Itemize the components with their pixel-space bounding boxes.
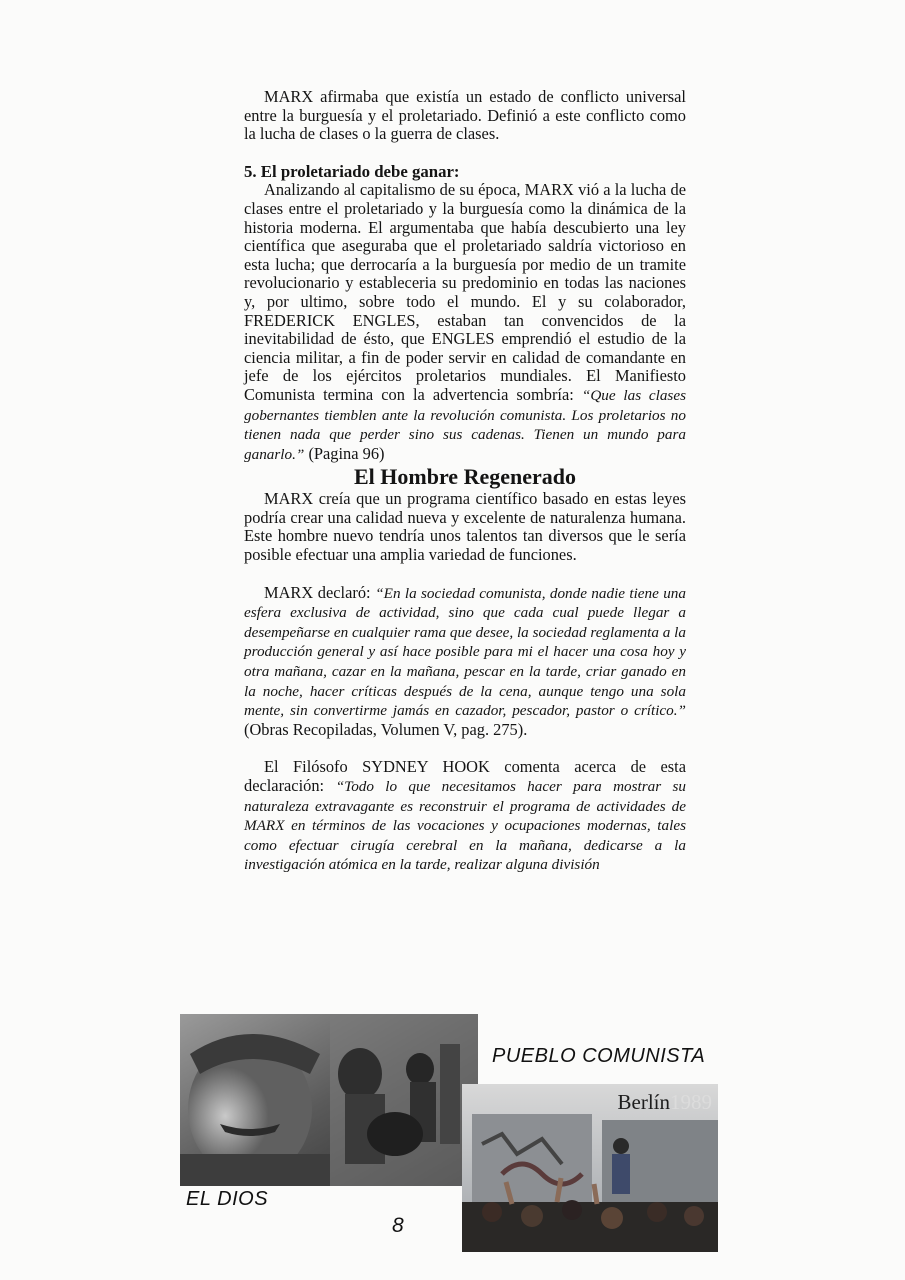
- page-number: 8: [392, 1214, 404, 1237]
- paragraph-proletariat: [244, 181, 686, 464]
- berlin-label-year: 1989: [670, 1090, 712, 1114]
- caption-right: PUEBLO COMUNISTA: [492, 1045, 706, 1067]
- paragraph-sydney-hook: [244, 758, 686, 875]
- hook-lead: El Filósofo SYDNEY HOOK comenta acerca de esta declaración:: [244, 757, 686, 795]
- hook-quote: “Todo lo que necesitamos hacer para mostrar su naturaleza extravagante es reconstruir el programa de actividades de MARX en términos de las vocaciones y ocupaciones modernas, tales como efectuar cirugía cerebral en la mañana, dedicarse a la investigación atómica en la tarde, realizar alguna división: [244, 778, 686, 874]
- caption-left: EL DIOS: [186, 1188, 269, 1210]
- paragraph-conflict: MARX afirmaba que existía un estado de conflicto universal entre la burguesía y el proletariado. Definió a este conflicto como la lucha de clases o la guerra de clases.: [244, 87, 686, 144]
- berlin-label: [618, 1090, 713, 1115]
- berlin-wall-photo: [462, 1084, 718, 1252]
- berlin-label-city: Berlín: [617, 1090, 670, 1114]
- section-5-body: Analizando al capitalismo de su época, MARX vió a la lucha de clases entre el proletariado y la burguesía como la dinámica de la historia moderna. El argumentaba que había descubierto una ley científica que aseguraba que el proletariado saldría victorioso en esta lucha; que derrocaría a la burguesía por medio de un tramite revolucionario y estableceria su predominio en todas las naciones y, por ultimo, sobre todo el mundo. El y su colaborador, FREDERICK ENGLES, estaban tan convencidos de la inevitabilidad de ésto, que ENGLES emprendió el estudio de la ciencia militar, a fin de poder servir en calidad de comandante en jefe de los ejércitos proletarios mundiales. El Manifiesto Comunista termina con la advertencia sombría:: [244, 180, 686, 404]
- marx-declaration-lead: MARX declaró:: [264, 582, 371, 602]
- marx-declaration-quote: “En la sociedad comunista, donde nadie tiene una esfera exclusiva de actividad, sino que cada cual puede llegar a desempeñarse en cualquier rama que desee, la sociedad reglamenta a la producción general y así hace posible para mi el hacer una cosa hoy y otra mañana, cazar en la mañana, pescar en la tarde, criar ganado en la noche, hacer críticas después de la cena, aunque tengo una sola mente, sin convertirme jamás en cazador, pescador, pastor o crítico.”: [244, 584, 686, 720]
- main-text-column: [244, 88, 686, 875]
- section-5-heading: 5. El proletariado debe ganar:: [244, 161, 460, 181]
- manifesto-citation: (Pagina 96): [308, 443, 385, 463]
- marx-declaration-citation: (Obras Recopiladas, Volumen V, pag. 275).: [244, 719, 528, 739]
- section-title: El Hombre Regenerado: [353, 464, 576, 490]
- paragraph-marx-declaration: [244, 584, 686, 740]
- stalin-labor-photo: [180, 1014, 478, 1186]
- paragraph-new-man: MARX creía que un programa científico basado en estas leyes podría crear una calidad nueva y excelente de naturalenza humana. Este hombre nuevo tendría unos talentos tan diversos que le sería posible efectuar una amplia variedad de funciones.: [244, 489, 686, 565]
- manifesto-quote: “Que las clases gobernantes tiemblen ante la revolución comunista. Los proletarios no tienen nada que perder sino sus cadenas. Tienen un mundo para ganarlo.”: [244, 386, 686, 463]
